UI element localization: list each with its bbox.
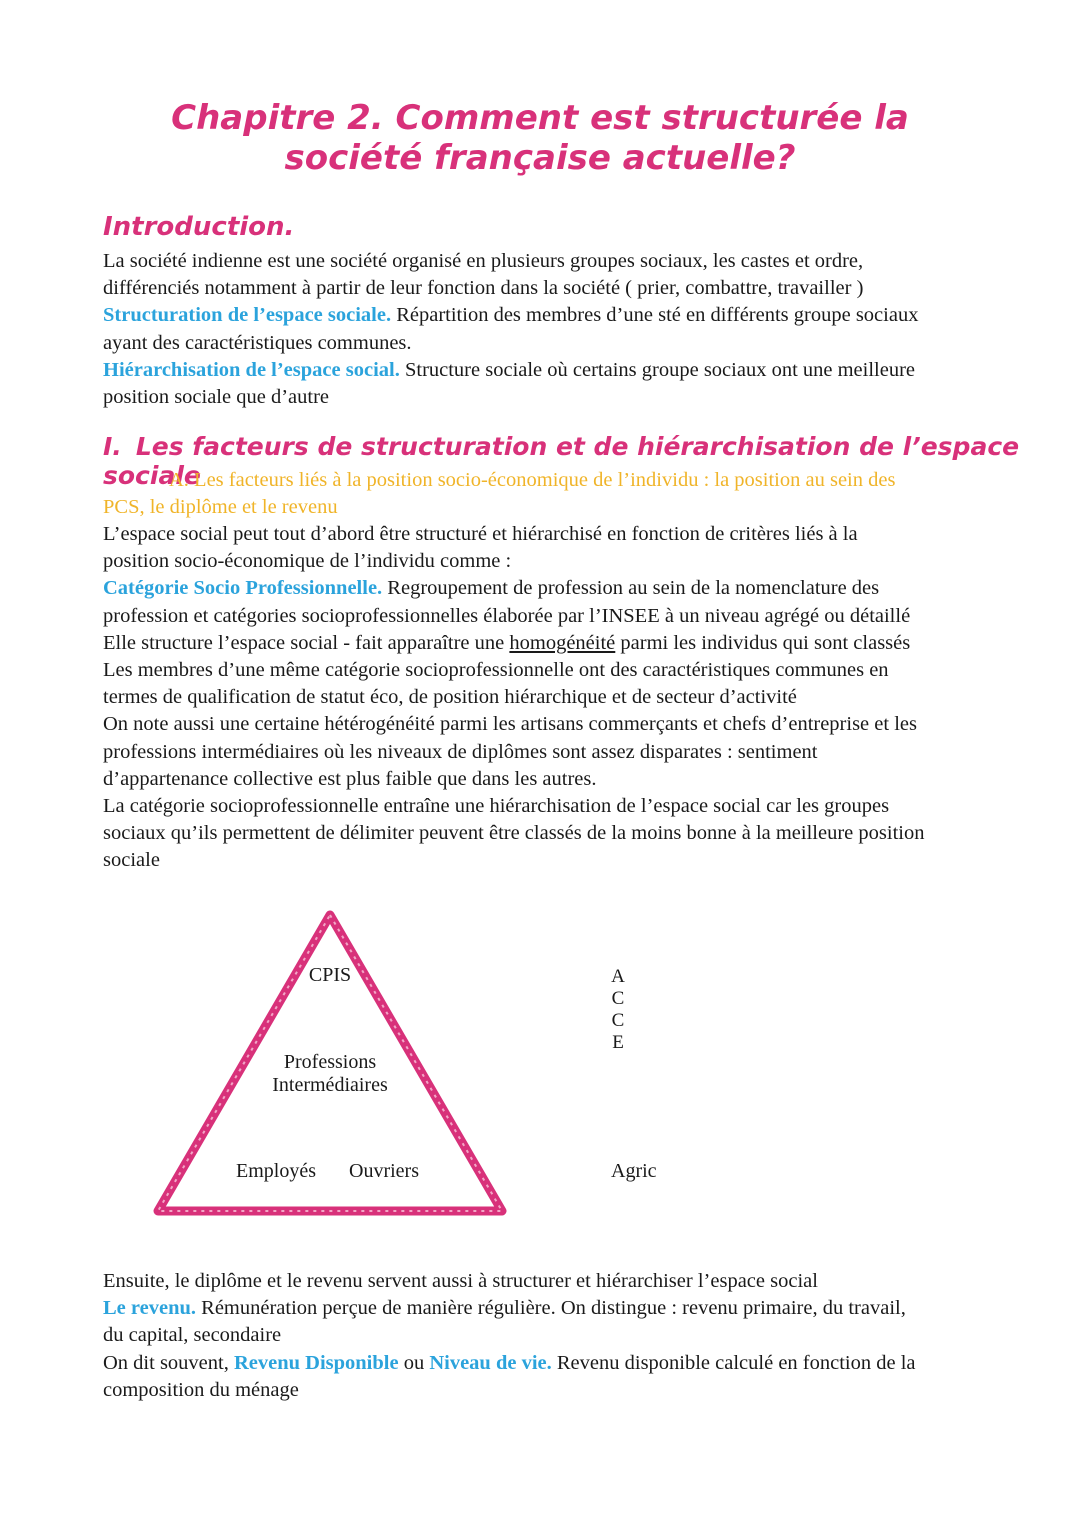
subsection-line: PCS, le diplôme et le revenu bbox=[103, 496, 338, 519]
section-number: I. bbox=[103, 432, 122, 461]
pcs-pyramid-diagram bbox=[150, 905, 520, 1225]
body-line: sociaux qu’ils permettent de délimiter peuvent être classés de la moins bonne à la meilleure position bbox=[103, 822, 925, 845]
definition-text: ayant des caractéristiques communes. bbox=[103, 331, 412, 354]
intro-line: La société indienne est une société organisé en plusieurs groupes sociaux, les castes et ordre, bbox=[103, 250, 864, 272]
definition-text: Revenu disponible calculé en fonction de la bbox=[551, 1351, 916, 1374]
acce-vertical-label bbox=[608, 966, 628, 1054]
definition-text: Répartition des membres d’une sté en différents groupe sociaux bbox=[391, 304, 919, 327]
acce-letter: C bbox=[611, 988, 625, 1009]
definition-term: Catégorie Socio Professionnelle. bbox=[103, 577, 383, 600]
definition-text: position sociale que d’autre bbox=[103, 386, 330, 409]
body-line: position socio-économique de l’individu comme : bbox=[103, 550, 512, 573]
definition-text: Rémunération perçue de manière régulière. On distingue : revenu primaire, du travail, bbox=[196, 1297, 906, 1320]
agric-label: Agric bbox=[611, 1160, 657, 1182]
definition-csp bbox=[103, 575, 983, 602]
definition-text: profession et catégories socioprofessionnelles élaborée par l’INSEE à un niveau agrégé ou détaillé bbox=[103, 604, 911, 627]
body-line: On note aussi une certaine hétérogénéité parmi les artisans commerçants et chefs d’entreprise et les bbox=[103, 713, 917, 736]
definition-term: Hiérarchisation de l’espace social. bbox=[103, 358, 400, 381]
underlined-term: homogénéité bbox=[509, 631, 616, 654]
section-body bbox=[103, 521, 983, 875]
definition-text: Regroupement de profession au sein de la nomenclature des bbox=[382, 577, 880, 600]
definition-hierarchisation bbox=[103, 357, 983, 384]
intro-line: différenciés notamment à partir de leur fonction dans la société ( prier, combattre, travailler ) bbox=[103, 277, 864, 300]
pyramid-label-employes: Employés bbox=[236, 1160, 316, 1182]
definition-term: Revenu Disponible bbox=[233, 1351, 399, 1374]
pyramid-label-ouvriers: Ouvriers bbox=[349, 1160, 419, 1182]
body-text: ou bbox=[398, 1351, 430, 1374]
section-title: Les facteurs de structuration et de hiérarchisation de l’espace sociale bbox=[103, 432, 1020, 490]
body-line: L’espace social peut tout d’abord être structuré et hiérarchisé en fonction de critères liés à la bbox=[103, 523, 858, 545]
definition-revenu bbox=[103, 1295, 983, 1322]
body-line bbox=[103, 630, 983, 657]
acce-letter: E bbox=[612, 1032, 624, 1053]
body-line: termes de qualification de statut éco, de position hiérarchique et de secteur d’activité bbox=[103, 686, 797, 709]
body-line: d’appartenance collective est plus faible que dans les autres. bbox=[103, 767, 597, 790]
label-line: Professions bbox=[283, 1051, 377, 1073]
revenu-section bbox=[103, 1268, 983, 1404]
intro-heading: Introduction. bbox=[103, 212, 295, 242]
definition-text: du capital, secondaire bbox=[103, 1324, 282, 1347]
pyramid-label-cpis: CPIS bbox=[308, 964, 352, 986]
pyramid-label-intermediaires bbox=[260, 1051, 400, 1097]
definition-text: Structure sociale où certains groupe sociaux ont une meilleure bbox=[399, 358, 916, 381]
body-text: Elle structure l’espace social - fait apparaître une bbox=[103, 631, 510, 654]
definition-niveau-de-vie bbox=[103, 1350, 983, 1377]
body-text: On dit souvent, bbox=[103, 1351, 234, 1374]
definition-text: composition du ménage bbox=[103, 1378, 299, 1401]
body-line: professions intermédiaires où les niveaux de diplômes sont assez disparates : sentiment bbox=[103, 740, 818, 763]
body-text: parmi les individus qui sont classés bbox=[615, 631, 911, 654]
label-line: Intermédiaires bbox=[272, 1074, 388, 1096]
body-line: sociale bbox=[103, 849, 160, 872]
page-title: Chapitre 2. Comment est structurée la société française actuelle? bbox=[171, 98, 909, 178]
subsection-line: A. Les facteurs liés à la position socio-économique de l’individu : la position au sein des bbox=[169, 469, 896, 491]
acce-letter: A bbox=[611, 966, 625, 987]
definition-term: Structuration de l’espace sociale. bbox=[103, 304, 392, 327]
body-line: La catégorie socioprofessionnelle entraîne une hiérarchisation de l’espace social car les groupes bbox=[103, 795, 890, 818]
body-line: Les membres d’une même catégorie socioprofessionnelle ont des caractéristiques communes en bbox=[103, 659, 889, 682]
intro-paragraph bbox=[103, 248, 983, 411]
body-line: Ensuite, le diplôme et le revenu servent aussi à structurer et hiérarchiser l’espace social bbox=[103, 1270, 818, 1292]
definition-term: Niveau de vie. bbox=[429, 1351, 552, 1374]
definition-term: Le revenu. bbox=[103, 1297, 197, 1320]
subsection-heading bbox=[103, 467, 983, 521]
acce-letter: C bbox=[611, 1010, 625, 1031]
definition-structuration bbox=[103, 302, 983, 329]
